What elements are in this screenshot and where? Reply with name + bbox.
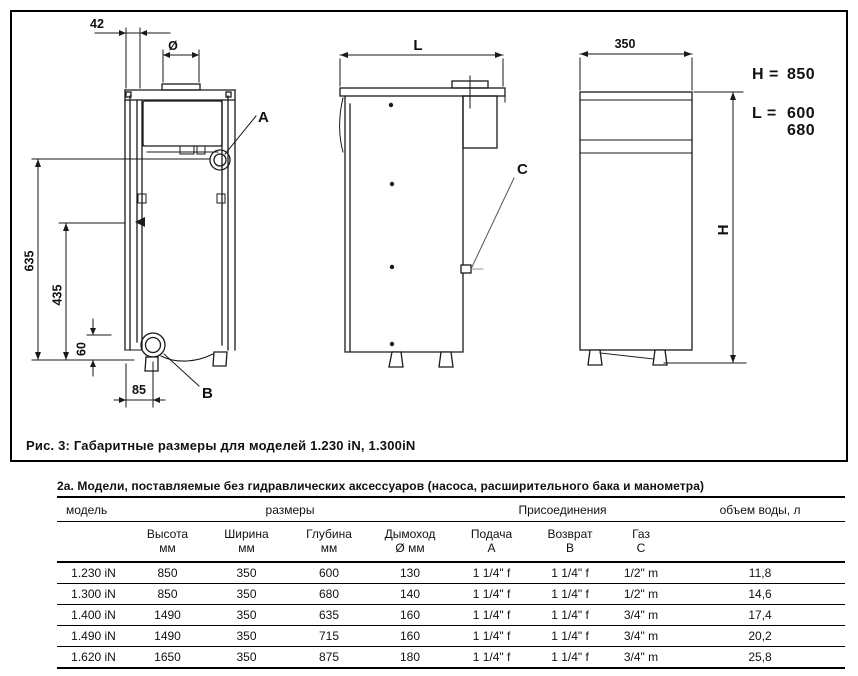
col-header-return: Возврат B: [533, 522, 607, 563]
models-table-section: [57, 479, 845, 669]
col-header-width: Ширина мм: [205, 522, 288, 563]
cell-volume: 20,2: [675, 626, 845, 647]
dim-h-label: H: [714, 224, 732, 236]
cell-depth: 600: [288, 562, 370, 584]
length-value-2: 680: [787, 122, 816, 139]
col-header-flue: Дымоход Ø мм: [370, 522, 450, 563]
cell-height: 1490: [130, 605, 205, 626]
cell-supply: 1 1/4" f: [450, 562, 533, 584]
cell-height: 1490: [130, 626, 205, 647]
table-row: [57, 605, 845, 626]
cell-depth: 635: [288, 605, 370, 626]
dim-350-label: 350: [614, 37, 636, 51]
cell-gas: 3/4" m: [607, 626, 675, 647]
cell-return: 1 1/4" f: [533, 605, 607, 626]
dim-60-label: 60: [74, 342, 89, 356]
dim-l-label: L: [413, 37, 423, 54]
cell-return: 1 1/4" f: [533, 647, 607, 669]
cell-volume: 14,6: [675, 584, 845, 605]
table-row: [57, 584, 845, 605]
cell-model: 1.400 iN: [57, 605, 130, 626]
cell-model: 1.230 iN: [57, 562, 130, 584]
table-row: [57, 647, 845, 669]
cell-volume: 25,8: [675, 647, 845, 669]
col-header-empty: [675, 522, 845, 563]
cell-width: 350: [205, 626, 288, 647]
dim-435-label: 435: [50, 284, 65, 306]
cell-gas: 1/2" m: [607, 562, 675, 584]
cell-flue: 160: [370, 605, 450, 626]
cell-depth: 875: [288, 647, 370, 669]
col-group-model: модель: [57, 497, 130, 522]
cell-supply: 1 1/4" f: [450, 647, 533, 669]
cell-width: 350: [205, 647, 288, 669]
cell-model: 1.490 iN: [57, 626, 130, 647]
cell-return: 1 1/4" f: [533, 562, 607, 584]
length-value-1: 600: [787, 105, 816, 122]
col-group-dimensions: размеры: [130, 497, 450, 522]
cell-depth: 680: [288, 584, 370, 605]
cell-flue: 160: [370, 626, 450, 647]
cell-flue: 140: [370, 584, 450, 605]
cell-gas: 1/2" m: [607, 584, 675, 605]
cell-width: 350: [205, 562, 288, 584]
dimension-figure: [10, 10, 848, 462]
dim-635-label: 635: [22, 250, 37, 272]
cell-return: 1 1/4" f: [533, 584, 607, 605]
dim-85-label: 85: [132, 383, 146, 397]
cell-supply: 1 1/4" f: [450, 584, 533, 605]
column-header-row: [57, 522, 845, 563]
col-header-supply: Подача A: [450, 522, 533, 563]
side-view: [340, 52, 514, 367]
cell-height: 850: [130, 584, 205, 605]
height-value: 850: [787, 66, 816, 83]
col-group-connections: Присоединения: [450, 497, 675, 522]
table-title: 2а. Модели, поставляемые без гидравлических аксессуаров (насоса, расширительного бака и манометра): [57, 479, 705, 493]
cell-volume: 11,8: [675, 562, 845, 584]
cell-flue: 180: [370, 647, 450, 669]
cell-volume: 17,4: [675, 605, 845, 626]
cell-model: 1.620 iN: [57, 647, 130, 669]
cell-gas: 3/4" m: [607, 605, 675, 626]
front-view: [580, 51, 746, 365]
cell-supply: 1 1/4" f: [450, 605, 533, 626]
cell-height: 1650: [130, 647, 205, 669]
cell-supply: 1 1/4" f: [450, 626, 533, 647]
cell-flue: 130: [370, 562, 450, 584]
group-header-row: [57, 497, 845, 522]
cell-gas: 3/4" m: [607, 647, 675, 669]
col-header-depth: Глубина мм: [288, 522, 370, 563]
cell-return: 1 1/4" f: [533, 626, 607, 647]
front-section-view: [32, 28, 256, 407]
table-row: [57, 562, 845, 584]
col-header-gas: Газ C: [607, 522, 675, 563]
cell-depth: 715: [288, 626, 370, 647]
connection-b-label: B: [202, 385, 213, 402]
figure-caption: Рис. 3: Габаритные размеры для моделей 1.230 iN, 1.300iN: [26, 438, 416, 453]
col-header-height: Высота мм: [130, 522, 205, 563]
cell-height: 850: [130, 562, 205, 584]
cell-model: 1.300 iN: [57, 584, 130, 605]
length-equation-label: L =: [752, 105, 777, 122]
col-header-empty: [57, 522, 130, 563]
col-group-volume: объем воды, л: [675, 497, 845, 522]
connection-c-label: C: [517, 161, 528, 178]
boiler-dimension-drawing: [12, 12, 846, 460]
connection-a-label: A: [258, 109, 269, 126]
height-equation-label: H =: [752, 66, 779, 83]
cell-width: 350: [205, 605, 288, 626]
models-spec-table: [57, 496, 845, 669]
cell-width: 350: [205, 584, 288, 605]
dim-diameter-label: Ø: [168, 39, 178, 53]
table-row: [57, 626, 845, 647]
dim-42-label: 42: [90, 17, 104, 31]
